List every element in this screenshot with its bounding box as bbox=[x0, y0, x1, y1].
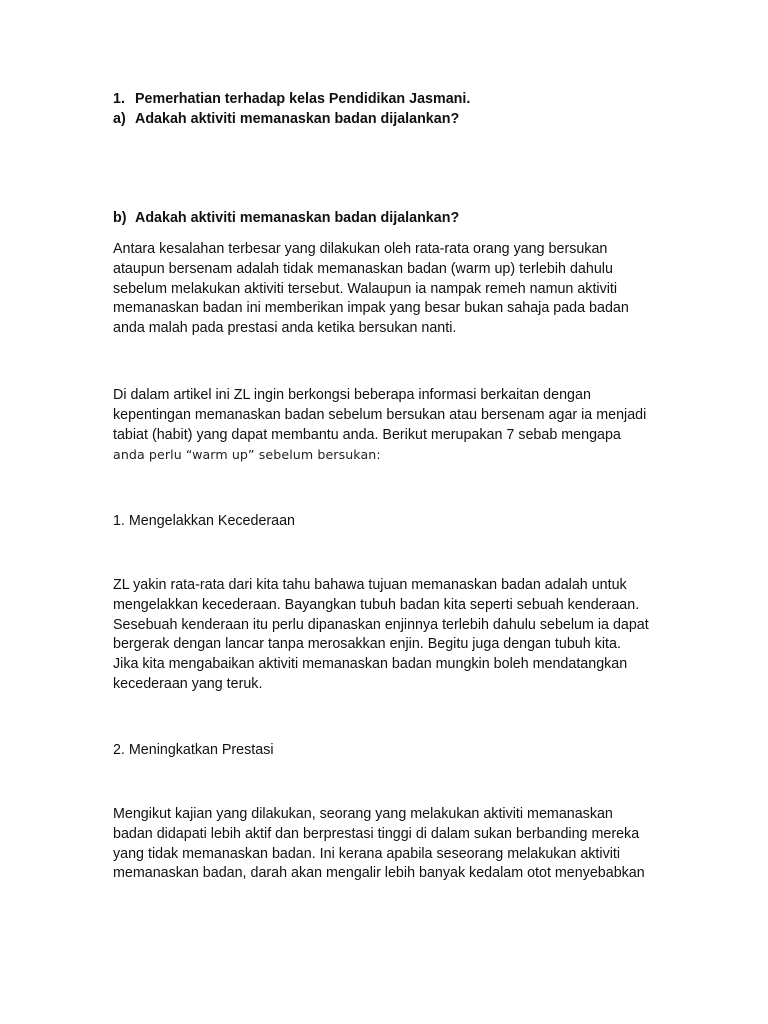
paragraph-line: tabiat (habit) yang dapat membantu anda. Berikut merupakan 7 sebab mengapa bbox=[113, 426, 621, 443]
paragraph-line: memanaskan badan ini memberikan impak yang besar bukan sahaja pada badan bbox=[113, 300, 629, 317]
paragraph-line: sebelum melakukan aktiviti tersebut. Walaupun ia nampak remeh namun aktiviti bbox=[113, 280, 618, 297]
question-b bbox=[113, 208, 459, 228]
question-a-label: a) bbox=[113, 111, 126, 127]
paragraph-line: mengelakkan kecederaan. Bayangkan tubuh badan kita seperti sebuah kenderaan. bbox=[113, 596, 640, 613]
paragraph-line: ZL yakin rata-rata dari kita tahu bahawa tujuan memanaskan badan adalah untuk bbox=[113, 577, 627, 593]
question-b-label: b) bbox=[113, 210, 127, 226]
paragraph-line: Jika kita mengabaikan aktiviti memanaskan badan mungkin boleh mendatangkan bbox=[113, 656, 628, 673]
paragraph-line: badan didapati lebih aktif dan berprestasi tinggi di dalam sukan berbanding mereka bbox=[113, 825, 640, 842]
paragraph-line: kecederaan yang teruk. bbox=[113, 675, 263, 692]
paragraph-2 bbox=[113, 386, 673, 465]
paragraph-line: memanaskan badan, darah akan mengalir lebih banyak kedalam otot menyebabkan bbox=[113, 865, 645, 882]
paragraph-line: Mengikut kajian yang dilakukan, seorang yang melakukan aktiviti memanaskan bbox=[113, 806, 613, 822]
section-heading-1: 1. Mengelakkan Kecederaan bbox=[113, 513, 296, 529]
paragraph-line: kepentingan memanaskan badan sebelum bersukan atau bersenam agar ia menjadi bbox=[113, 406, 647, 423]
question-a bbox=[113, 109, 459, 129]
question-1-number: 1. bbox=[113, 91, 125, 107]
paragraph-line: Antara kesalahan terbesar yang dilakukan oleh rata-rata orang yang bersukan bbox=[113, 241, 608, 257]
question-1-text: Pemerhatian terhadap kelas Pendidikan Jasmani. bbox=[135, 91, 471, 107]
paragraph-line: anda perlu “warm up” sebelum bersukan: bbox=[113, 447, 381, 463]
paragraph-line: Di dalam artikel ini ZL ingin berkongsi beberapa informasi berkaitan dengan bbox=[113, 387, 591, 403]
paragraph-3 bbox=[113, 576, 673, 695]
paragraph-line: anda malah pada prestasi anda ketika bersukan nanti. bbox=[113, 320, 457, 337]
paragraph-1 bbox=[113, 240, 673, 339]
question-1 bbox=[113, 89, 470, 109]
question-a-text: Adakah aktiviti memanaskan badan dijalankan? bbox=[135, 111, 460, 127]
paragraph-line: Sesebuah kenderaan itu perlu dipanaskan enjinnya terlebih dahulu sebelum ia dapat bbox=[113, 616, 649, 633]
question-b-text: Adakah aktiviti memanaskan badan dijalankan? bbox=[135, 210, 460, 226]
paragraph-4 bbox=[113, 805, 673, 884]
paragraph-line: ataupun bersenam adalah tidak memanaskan badan (warm up) terlebih dahulu bbox=[113, 260, 613, 277]
paragraph-line: bergerak dengan lancar tanpa merosakkan enjin. Begitu juga dengan tubuh kita. bbox=[113, 636, 621, 653]
section-heading-2: 2. Meningkatkan Prestasi bbox=[113, 742, 274, 758]
paragraph-line: yang tidak memanaskan badan. Ini kerana apabila seseorang melakukan aktiviti bbox=[113, 845, 621, 862]
